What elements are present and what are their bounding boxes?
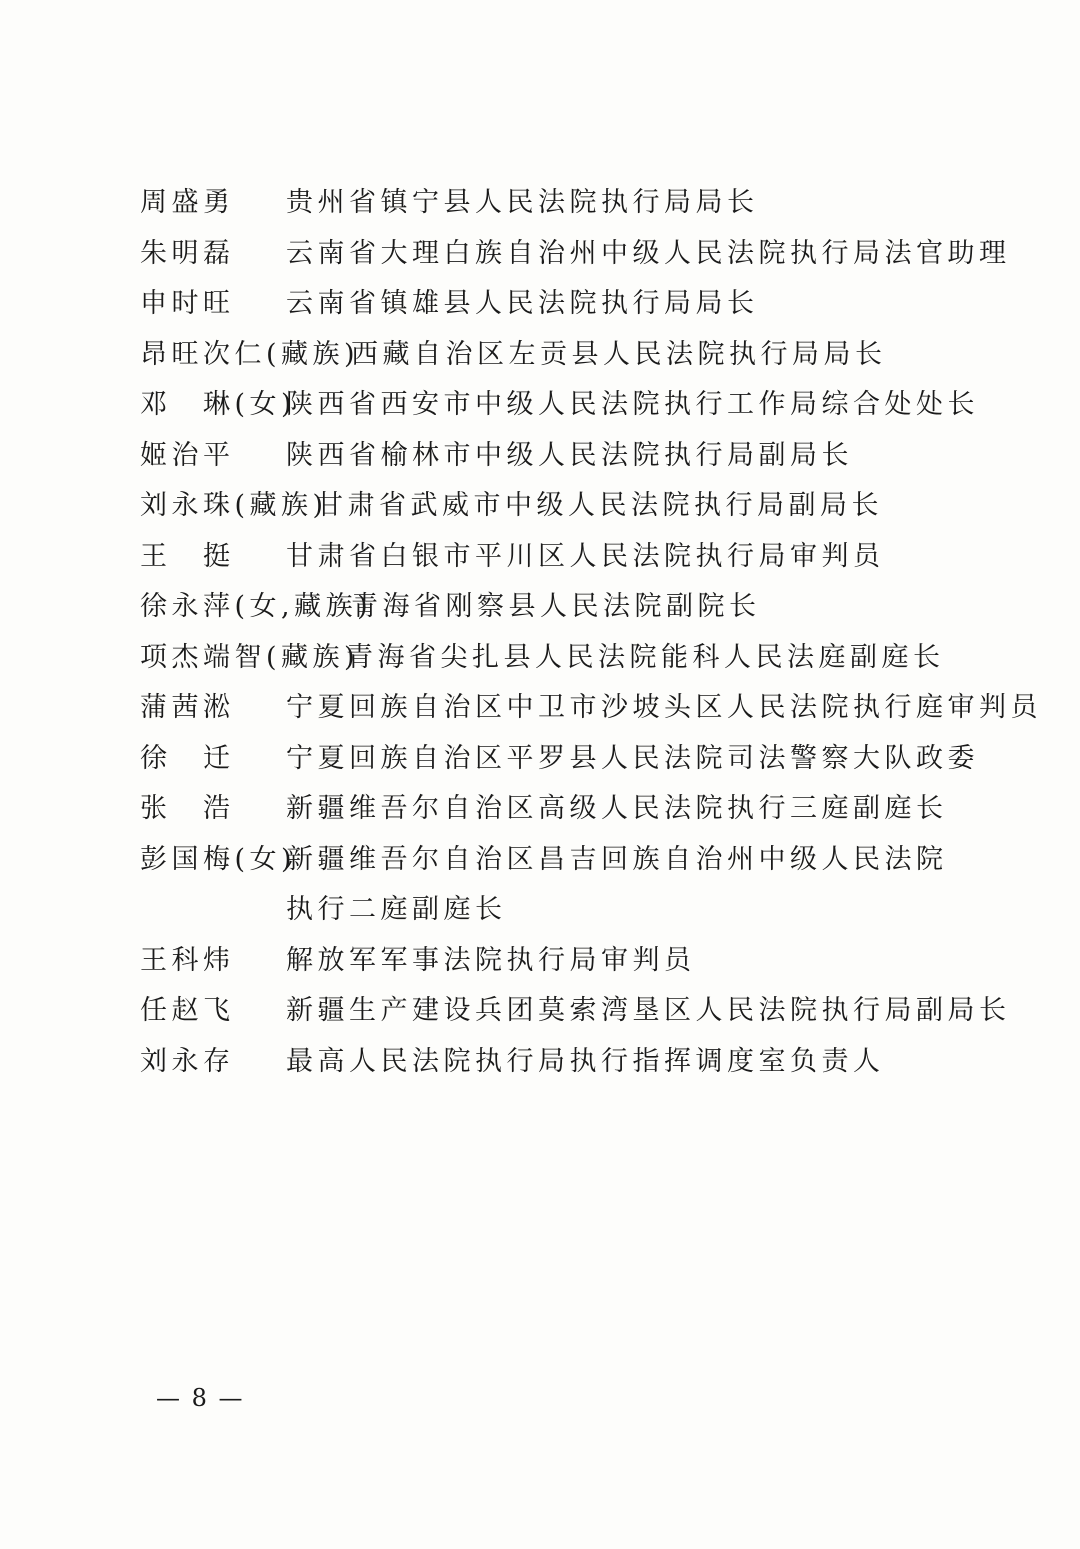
person-position: 解放军军事法院执行局审判员 bbox=[286, 944, 696, 976]
list-item bbox=[140, 532, 1040, 583]
list-item bbox=[140, 431, 1040, 482]
list-item bbox=[140, 734, 1040, 785]
person-position: 新疆维吾尔自治区昌吉回族自治州中级人民法院执行二庭副庭长 bbox=[286, 843, 948, 925]
person-position: 宁夏回族自治区平罗县人民法院司法警察大队政委 bbox=[286, 742, 979, 774]
person-name: 张 浩 bbox=[140, 793, 235, 824]
person-name: 项杰端智(藏族) bbox=[140, 641, 360, 673]
person-position: 贵州省镇宁县人民法院执行局局长 bbox=[286, 187, 759, 218]
list-item bbox=[140, 380, 1040, 431]
list-item bbox=[140, 1037, 1040, 1088]
list-item bbox=[140, 633, 1040, 684]
person-name: 徐 迁 bbox=[140, 742, 235, 774]
person-position: 陕西省榆林市中级人民法院执行局副局长 bbox=[286, 439, 853, 471]
person-name: 王科炜 bbox=[140, 944, 235, 976]
person-position: 青海省尖扎县人民法院能科人民法庭副庭长 bbox=[346, 641, 945, 673]
personnel-list bbox=[140, 178, 1040, 1087]
person-position: 最高人民法院执行局执行指挥调度室负责人 bbox=[286, 1045, 885, 1077]
list-item bbox=[140, 582, 1040, 633]
person-position: 青海省刚察县人民法院副院长 bbox=[351, 591, 761, 622]
person-name: 彭国梅(女) bbox=[140, 843, 297, 875]
list-item bbox=[140, 835, 1040, 936]
person-name: 王 挺 bbox=[140, 540, 235, 572]
person-name: 邓 琳(女) bbox=[140, 389, 297, 420]
list-item bbox=[140, 229, 1040, 280]
person-name: 申时旺 bbox=[140, 288, 235, 319]
list-item bbox=[140, 683, 1040, 734]
person-position: 宁夏回族自治区中卫市沙坡头区人民法院执行庭审判员 bbox=[286, 692, 1042, 723]
person-position: 甘肃省白银市平川区人民法院执行局审判员 bbox=[286, 540, 885, 572]
person-name: 徐永萍(女,藏族) bbox=[140, 591, 373, 622]
list-item bbox=[140, 178, 1040, 229]
list-item bbox=[140, 986, 1040, 1037]
person-position: 甘肃省武威市中级人民法院执行局副局长 bbox=[316, 490, 883, 521]
list-item bbox=[140, 481, 1040, 532]
person-position: 云南省镇雄县人民法院执行局局长 bbox=[286, 288, 759, 319]
list-item bbox=[140, 784, 1040, 835]
person-name: 昂旺次仁(藏族) bbox=[140, 338, 360, 370]
person-name: 任赵飞 bbox=[140, 995, 235, 1026]
person-position: 新疆维吾尔自治区高级人民法院执行三庭副庭长 bbox=[286, 793, 948, 824]
page-number: — 8 — bbox=[156, 1384, 245, 1412]
person-name: 蒲茜淞 bbox=[140, 692, 235, 723]
person-name: 周盛勇 bbox=[140, 187, 235, 218]
list-item bbox=[140, 279, 1040, 330]
person-position: 陕西省西安市中级人民法院执行工作局综合处处长 bbox=[286, 389, 979, 420]
person-name: 姬治平 bbox=[140, 439, 235, 471]
person-position: 云南省大理白族自治州中级人民法院执行局法官助理 bbox=[286, 237, 1011, 269]
person-name: 刘永珠(藏族) bbox=[140, 490, 328, 521]
person-position: 新疆生产建设兵团莫索湾垦区人民法院执行局副局长 bbox=[286, 995, 1011, 1026]
person-name: 朱明磊 bbox=[140, 237, 235, 269]
list-item bbox=[140, 936, 1040, 987]
person-position: 西藏自治区左贡县人民法院执行局局长 bbox=[351, 338, 887, 370]
person-name: 刘永存 bbox=[140, 1045, 235, 1077]
list-item bbox=[140, 330, 1040, 381]
